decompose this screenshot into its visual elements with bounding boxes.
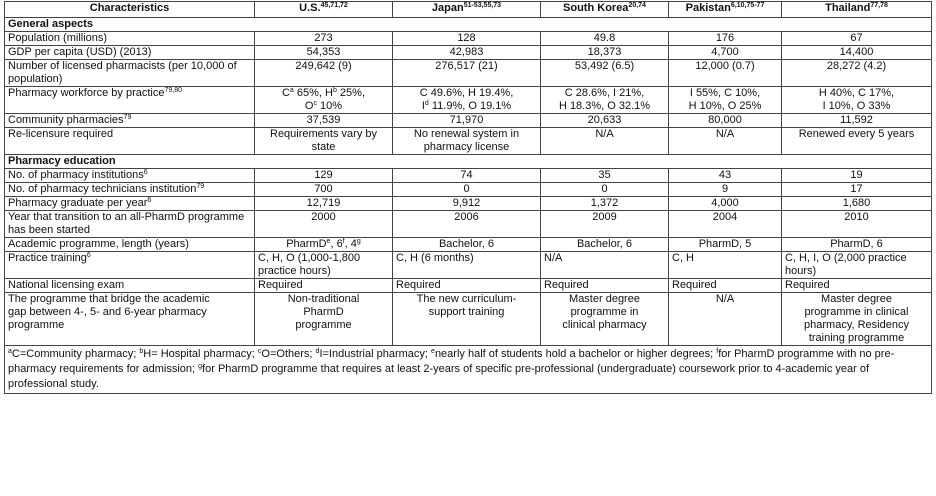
cell-japan: 0 (393, 183, 541, 197)
cell-south-korea: 53,492 (6.5) (541, 60, 669, 87)
cell-south-korea: Bachelor, 6 (541, 238, 669, 252)
cell-thailand: 2010 (782, 211, 932, 238)
section-title: Pharmacy education (5, 155, 932, 169)
cell-thailand: 19 (782, 169, 932, 183)
cell-us: 129 (255, 169, 393, 183)
cell-japan: 42,983 (393, 46, 541, 60)
cell-south-korea: 20,633 (541, 114, 669, 128)
cell-thailand: Renewed every 5 years (782, 128, 932, 155)
cell-japan: Bachelor, 6 (393, 238, 541, 252)
cell-pakistan: I 55%, C 10%, H 10%, O 25% (669, 87, 782, 114)
cell-thailand: PharmD, 6 (782, 238, 932, 252)
row-label: Number of licensed pharmacists (per 10,000 of population) (5, 60, 255, 87)
table-row (5, 183, 932, 197)
header-thailand: Thailand$^{77,78}$ (782, 2, 932, 18)
cell-japan: No renewal system in pharmacy license (393, 128, 541, 155)
row-label: Pharmacy graduate per year$^6$ (5, 197, 255, 211)
row-label: Population (millions) (5, 32, 255, 46)
cell-thailand: C, H, I, O (2,000 practice hours) (782, 252, 932, 279)
cell-japan: 9,912 (393, 197, 541, 211)
footnote: $^a$C=Community pharmacy; $^b$H= Hospital pharmacy; $^c$O=Others; $^d$I=Industrial pharmacy; $^e$nearly half of students hold a bachelor or higher degrees; $^f$for PharmD programme with no pre-pharmacy requirements for admission; $^g$for PharmD programme that requires at least 2-years of specific pre-professional (undergraduate) coursework prior to 4-academic year of professional study. (5, 346, 932, 394)
cell-south-korea: N/A (541, 128, 669, 155)
cell-pakistan: 12,000 (0.7) (669, 60, 782, 87)
cell-us: 54,353 (255, 46, 393, 60)
cell-japan: 128 (393, 32, 541, 46)
cell-japan: The new curriculum-support training (393, 293, 541, 346)
cell-pakistan: 4,700 (669, 46, 782, 60)
cell-thailand: 14,400 (782, 46, 932, 60)
cell-thailand: Required (782, 279, 932, 293)
cell-us: 2000 (255, 211, 393, 238)
header-row (5, 2, 932, 18)
table-row (5, 87, 932, 114)
cell-us: PharmD$^e$, 6$^f$, 4$^g$ (255, 238, 393, 252)
row-label: Pharmacy workforce by practice$^{79,80}$ (5, 87, 255, 114)
section-general (5, 18, 932, 32)
cell-thailand: Master degree programme in clinical pharmacy, Residency training programme (782, 293, 932, 346)
table-row (5, 32, 932, 46)
table-row (5, 60, 932, 87)
cell-japan: 71,970 (393, 114, 541, 128)
cell-pakistan: N/A (669, 128, 782, 155)
row-label: GDP per capita (USD) (2013) (5, 46, 255, 60)
cell-pakistan: N/A (669, 293, 782, 346)
row-label: Community pharmacies$^{79}$ (5, 114, 255, 128)
row-label: The programme that bridge the academic gap between 4-, 5- and 6-year pharmacy programme (5, 293, 255, 346)
cell-thailand: 11,592 (782, 114, 932, 128)
cell-japan: 276,517 (21) (393, 60, 541, 87)
cell-us: 273 (255, 32, 393, 46)
cell-south-korea: 18,373 (541, 46, 669, 60)
header-pakistan: Pakistan$^{6,10,75-77}$ (669, 2, 782, 18)
cell-japan: Required (393, 279, 541, 293)
cell-us: C, H, O (1,000-1,800 practice hours) (255, 252, 393, 279)
table-row (5, 238, 932, 252)
row-label: National licensing exam (5, 279, 255, 293)
cell-us: 37,539 (255, 114, 393, 128)
table-row (5, 197, 932, 211)
cell-pakistan: Required (669, 279, 782, 293)
row-label: Year that transition to an all-PharmD programme has been started (5, 211, 255, 238)
table-row (5, 128, 932, 155)
cell-thailand: 17 (782, 183, 932, 197)
header-japan: Japan$^{51-53,55,73}$ (393, 2, 541, 18)
cell-south-korea: 2009 (541, 211, 669, 238)
header-south-korea: South Korea$^{20,74}$ (541, 2, 669, 18)
cell-japan: C 49.6%, H 19.4%, $I^d$ 11.9%, O 19.1% (393, 87, 541, 114)
cell-pakistan: PharmD, 5 (669, 238, 782, 252)
footnote-row (5, 346, 932, 394)
row-label: Re-licensure required (5, 128, 255, 155)
cell-pakistan: 43 (669, 169, 782, 183)
cell-us: 700 (255, 183, 393, 197)
row-label: Academic programme, length (years) (5, 238, 255, 252)
cell-south-korea: 0 (541, 183, 669, 197)
table-row (5, 211, 932, 238)
cell-south-korea: Required (541, 279, 669, 293)
cell-south-korea: Master degree programme in clinical pharmacy (541, 293, 669, 346)
cell-south-korea: 49.8 (541, 32, 669, 46)
cell-thailand: 67 (782, 32, 932, 46)
cell-thailand: 28,272 (4.2) (782, 60, 932, 87)
row-label: Practice training$^6$ (5, 252, 255, 279)
cell-japan: 2006 (393, 211, 541, 238)
cell-pakistan: 80,000 (669, 114, 782, 128)
table-row (5, 46, 932, 60)
cell-south-korea: N/A (541, 252, 669, 279)
section-education (5, 155, 932, 169)
table-row (5, 293, 932, 346)
table-row (5, 279, 932, 293)
row-label: No. of pharmacy institutions$^6$ (5, 169, 255, 183)
table-row (5, 114, 932, 128)
cell-thailand: H 40%, C 17%, I 10%, O 33% (782, 87, 932, 114)
cell-us: Non-traditional PharmD programme (255, 293, 393, 346)
table-row (5, 169, 932, 183)
row-label: No. of pharmacy technicians institution$^{79}$ (5, 183, 255, 197)
cell-south-korea: 35 (541, 169, 669, 183)
cell-pakistan: 176 (669, 32, 782, 46)
cell-south-korea: C 28.6%, I 21%, H 18.3%, O 32.1% (541, 87, 669, 114)
cell-us: $C^a$ 65%, $H^b$ 25%, $O^c$ 10% (255, 87, 393, 114)
cell-us: 249,642 (9) (255, 60, 393, 87)
cell-pakistan: 4,000 (669, 197, 782, 211)
section-title: General aspects (5, 18, 932, 32)
cell-thailand: 1,680 (782, 197, 932, 211)
cell-pakistan: 2004 (669, 211, 782, 238)
cell-us: Requirements vary by state (255, 128, 393, 155)
cell-japan: 74 (393, 169, 541, 183)
cell-pakistan: 9 (669, 183, 782, 197)
cell-south-korea: 1,372 (541, 197, 669, 211)
cell-us: Required (255, 279, 393, 293)
header-us: U.S.$^{45,71,72}$ (255, 2, 393, 18)
cell-pakistan: C, H (669, 252, 782, 279)
cell-us: 12,719 (255, 197, 393, 211)
comparison-table (4, 1, 932, 394)
header-characteristics: Characteristics (5, 2, 255, 18)
cell-japan: C, H (6 months) (393, 252, 541, 279)
table-row (5, 252, 932, 279)
